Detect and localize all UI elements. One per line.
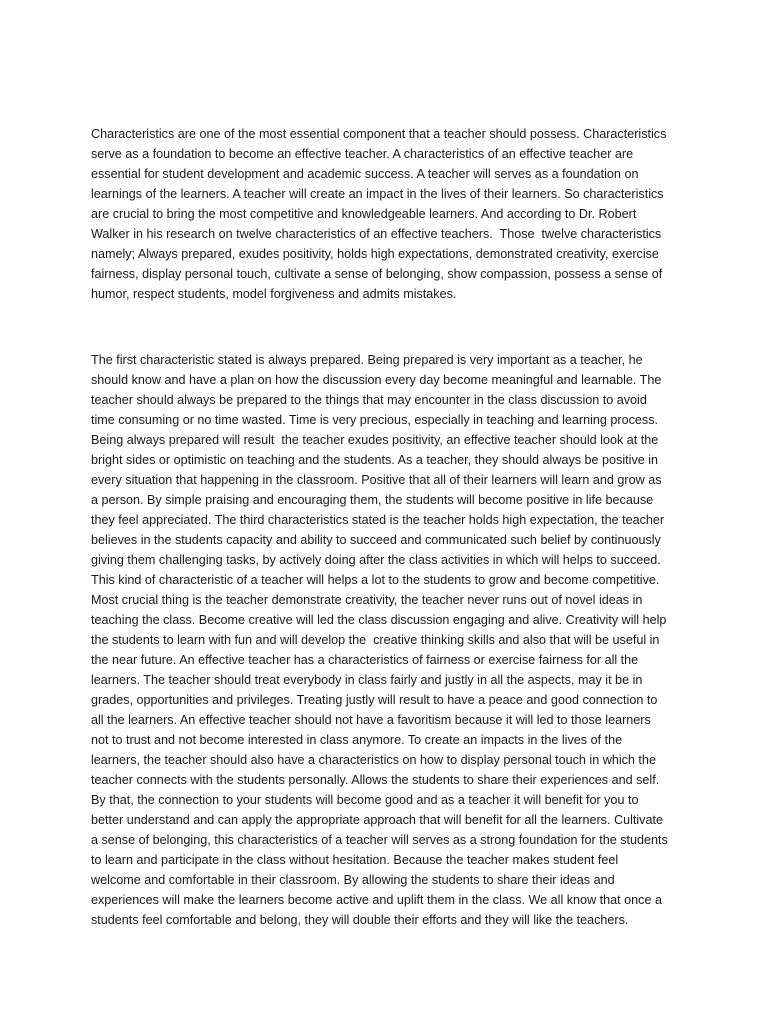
text-line: should know and have a plan on how the discussion every day become meaningful and learnable. The <box>91 373 662 387</box>
paragraph-introduction <box>91 124 681 304</box>
text-line: namely; Always prepared, exudes positivity, holds high expectations, demonstrated creativity, exercise <box>91 247 659 261</box>
paragraph-characteristics <box>91 350 681 930</box>
text-line: all the learners. An effective teacher should not have a favoritism because it will led to those learners <box>91 713 651 727</box>
text-line: fairness, display personal touch, cultivate a sense of belonging, show compassion, possess a sense of <box>91 267 663 281</box>
text-line: teacher should always be prepared to the things that may encounter in the class discussion to avoid <box>91 393 647 407</box>
text-line: learners, the teacher should also have a characteristics on how to display personal touch in which the <box>91 753 656 767</box>
text-line: are crucial to bring the most competitive and knowledgeable learners. And according to Dr. Robert <box>91 207 637 221</box>
text-line: humor, respect students, model forgiveness and admits mistakes. <box>91 287 457 301</box>
text-line: believes in the students capacity and ability to succeed and communicated such belief by continuously <box>91 533 661 547</box>
text-line: teacher connects with the students personally. Allows the students to share their experiences and self. <box>91 773 660 787</box>
text-line: the near future. An effective teacher has a characteristics of fairness or exercise fairness for all the <box>91 653 639 667</box>
text-line: Characteristics are one of the most essential component that a teacher should possess. Characteristics <box>91 127 667 141</box>
text-line: a sense of belonging, this characteristics of a teacher will serves as a strong foundation for the students <box>91 833 668 847</box>
text-line: grades, opportunities and privileges. Treating justly will result to have a peace and good connection to <box>91 693 658 707</box>
text-line: every situation that happening in the classroom. Positive that all of their learners will learn and grow as <box>91 473 662 487</box>
text-line: learnings of the learners. A teacher will create an impact in the lives of their learners. So characteristics <box>91 187 664 201</box>
text-line: Walker in his research on twelve characteristics of an effective teachers. Those twelve characteristics <box>91 227 662 241</box>
text-line: teaching the class. Become creative will led the class discussion engaging and alive. Creativity will help <box>91 613 667 627</box>
text-line: the students to learn with fun and will develop the creative thinking skills and also that will be useful in <box>91 633 660 647</box>
text-line: better understand and can apply the appropriate approach that will benefit for all the learners. Cultivate <box>91 813 663 827</box>
text-line: a person. By simple praising and encouraging them, the students will become positive in life because <box>91 493 654 507</box>
text-line: they feel appreciated. The third characteristics stated is the teacher holds high expectation, the teacher <box>91 513 665 527</box>
text-line: welcome and comfortable in their classroom. By allowing the students to share their ideas and <box>91 873 615 887</box>
text-line: experiences will make the learners become active and uplift them in the class. We all know that once a <box>91 893 662 907</box>
text-line: giving them challenging tasks, by actively doing after the class activities in which will helps to succeed. <box>91 553 661 567</box>
text-line: time consuming or no time wasted. Time is very precious, especially in teaching and learning process. <box>91 413 658 427</box>
text-line: to learn and participate in the class without hesitation. Because the teacher makes student feel <box>91 853 619 867</box>
text-line: bright sides or optimistic on teaching and the students. As a teacher, they should always be positive in <box>91 453 659 467</box>
text-line: By that, the connection to your students will become good and as a teacher it will benefit for you to <box>91 793 639 807</box>
text-line: not to trust and not become interested in class anymore. To create an impacts in the lives of the <box>91 733 623 747</box>
text-line: serve as a foundation to become an effective teacher. A characteristics of an effective teacher are <box>91 147 634 161</box>
text-line: essential for student development and academic success. A teacher will serves as a foundation on <box>91 167 639 181</box>
text-line: Being always prepared will result the teacher exudes positivity, an effective teacher should look at the <box>91 433 659 447</box>
text-line: learners. The teacher should treat everybody in class fairly and justly in all the aspects, may it be in <box>91 673 643 687</box>
text-line: Most crucial thing is the teacher demonstrate creativity, the teacher never runs out of novel ideas in <box>91 593 643 607</box>
text-line: This kind of characteristic of a teacher will helps a lot to the students to grow and become competitive. <box>91 573 660 587</box>
text-line: students feel comfortable and belong, they will double their efforts and they will like the teachers. <box>91 913 629 927</box>
text-line: The first characteristic stated is always prepared. Being prepared is very important as a teacher, he <box>91 353 643 367</box>
